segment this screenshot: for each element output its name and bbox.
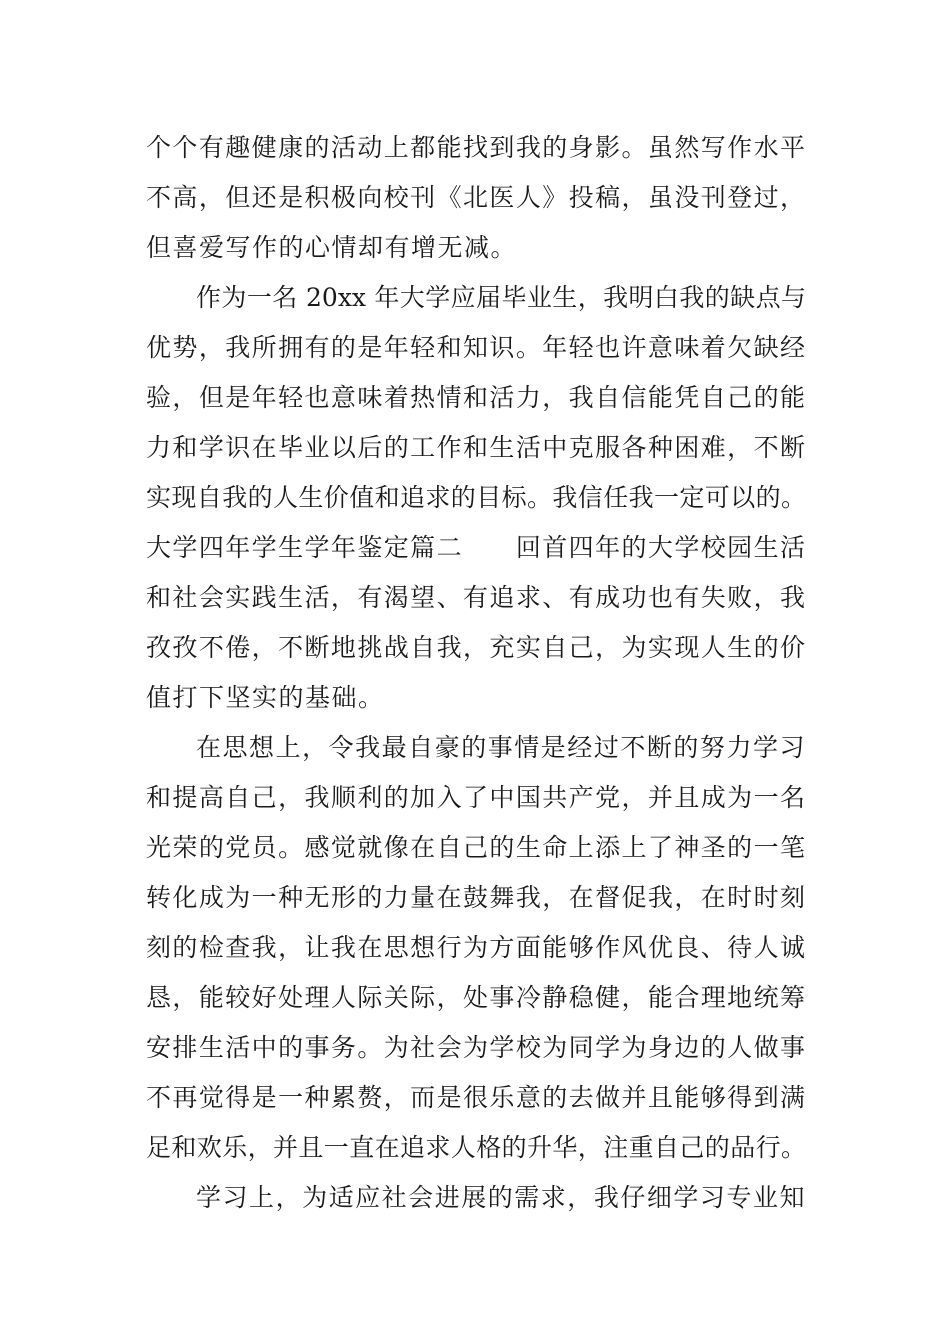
text-line-22: 学习上，为适应社会进展的需求，我仔细学习专业知 xyxy=(196,1183,806,1212)
text-line-12: 值打下坚实的基础。 xyxy=(146,683,385,712)
text-line-20: 不再觉得是一种累赘，而是很乐意的去做并且能够得到满 xyxy=(146,1083,806,1112)
text-line-17: 刻的检查我，让我在思想行为方面能够作风优良、待人诚 xyxy=(146,933,806,962)
text-line-8: 实现自我的人生价值和追求的目标。我信任我一定可以的。 xyxy=(146,483,806,512)
text-line-14: 和提高自己，我顺利的加入了中国共产党，并且成为一名 xyxy=(146,783,806,812)
text-line-15: 光荣的党员。感觉就像在自己的生命上添上了神圣的一笔 xyxy=(146,833,806,862)
text-line-7: 力和学识在毕业以后的工作和生活中克服各种困难，不断 xyxy=(146,433,806,462)
text-line-19: 安排生活中的事务。为社会为学校为同学为身边的人做事 xyxy=(146,1033,806,1062)
text-line-13: 在思想上，令我最自豪的事情是经过不断的努力学习 xyxy=(196,733,806,762)
text-line-11: 孜孜不倦，不断地挑战自我，充实自己，为实现人生的价 xyxy=(146,633,806,662)
text-line-10: 和社会实践生活，有渴望、有追求、有成功也有失败，我 xyxy=(146,583,806,612)
text-line-16: 转化成为一种无形的力量在鼓舞我，在督促我，在时时刻 xyxy=(146,883,806,912)
text-line-1: 个个有趣健康的活动上都能找到我的身影。虽然写作水平 xyxy=(146,133,806,162)
text-line-9: 大学四年学生学年鉴定篇二 回首四年的大学校园生活 xyxy=(146,533,806,562)
text-line-2: 不高，但还是积极向校刊《北医人》投稿，虽没刊登过， xyxy=(146,183,806,212)
text-line-18: 恳，能较好处理人际关际，处事冷静稳健，能合理地统筹 xyxy=(146,983,806,1012)
text-line-5: 优势，我所拥有的是年轻和知识。年轻也许意味着欠缺经 xyxy=(146,333,806,362)
text-line-6: 验，但是年轻也意味着热情和活力，我自信能凭自己的能 xyxy=(146,383,806,412)
text-line-21: 足和欢乐，并且一直在追求人格的升华，注重自己的品行。 xyxy=(146,1133,806,1162)
text-line-4: 作为一名 20xx 年大学应届毕业生，我明白我的缺点与 xyxy=(196,283,806,312)
text-line-3: 但喜爱写作的心情却有增无减。 xyxy=(146,233,518,262)
